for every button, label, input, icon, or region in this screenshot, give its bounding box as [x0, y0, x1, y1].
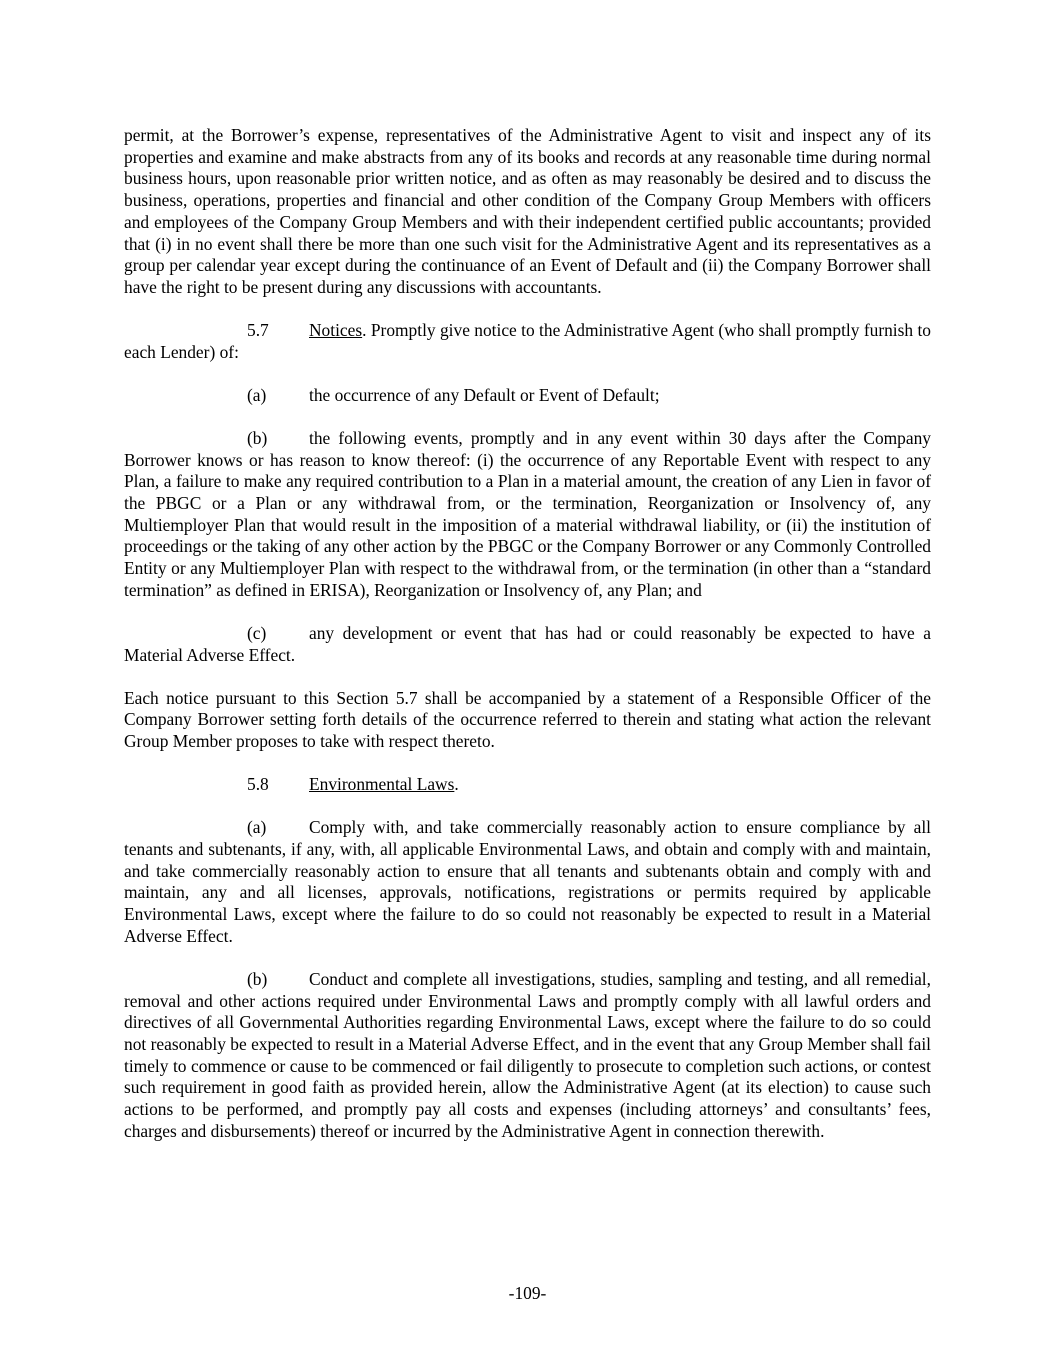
clause-number: (b): [247, 427, 268, 448]
paragraph-continuation: [124, 125, 931, 299]
paragraph-text: Each notice pursuant to this Section 5.7 shall be accompanied by a statement of a Responsible Officer of the Company Borrower setting forth details of the occurrence referred to therein and stating what action the relevant Group Member proposes to take with respect thereto.: [124, 687, 931, 752]
clause-text: the following events, promptly and in any event within 30 days after the Company Borrower knows or has reason to know thereof: (i) the occurrence of any Reportable Event with respect to any Plan, a failure to make any required contribution to a Plan in a material amount, the creation of any Lien in favor of the PBGC or a Plan or any withdrawal from, or the termination, Reorganization or Insolvency of, any Multiemployer Plan that would result in the imposition of a material withdrawal liability, or (ii) the institution of proceedings or the taking of any other action by the PBGC or the Company Borrower or any Commonly Controlled Entity or any Multiemployer Plan with respect to the withdrawal from, or the termination (in other than a “standard termination” as defined in ERISA), Reorganization or Insolvency of, any Plan; and: [124, 427, 931, 600]
clause-number: (a): [247, 384, 267, 405]
clause-text: the occurrence of any Default or Event of Default;: [309, 384, 660, 405]
clause-5-8-b: [124, 969, 931, 1143]
clause-text: Conduct and complete all investigations, studies, sampling and testing, and all remedial, removal and other actions required under Environmental Laws and promptly comply with all lawful orders and directives of all Governmental Authorities regarding Environmental Laws, except where the failure to do so could not reasonably be expected to result in a Material Adverse Effect, and in the event that any Group Member shall fail timely to commence or cause to be commenced or fail diligently to prosecute to completion such actions, or contest such requirement in good faith as provided herein, allow the Administrative Agent (at its election) to cause such actions to be performed, and promptly pay all costs and expenses (including attorneys’ and consultants’ fees, charges and disbursements) thereof or incurred by the Administrative Agent in connection therewith.: [124, 968, 931, 1141]
clause-number: (c): [247, 622, 267, 643]
paragraph-text: permit, at the Borrower’s expense, representatives of the Administrative Agent to visit and inspect any of its properties and examine and make abstracts from any of its books and records at any reasonable time during normal business hours, upon reasonable prior written notice, and as often as may reasonably be desired and to discuss the business, operations, properties and financial and other condition of the Company Group Members with officers and employees of the Company Group Members and with their independent certified public accountants; provided that (i) in no event shall there be more than one such visit for the Administrative Agent and its representatives as a group per calendar year except during the continuance of an Event of Default and (ii) the Company Borrower shall have the right to be present during any discussions with accountants.: [124, 125, 931, 297]
clause-number: (a): [247, 817, 267, 838]
section-heading-period: .: [454, 774, 459, 795]
clause-5-7-c: [124, 623, 931, 666]
clause-5-8-a: [124, 817, 931, 947]
section-heading: Notices: [309, 320, 363, 341]
section-5-7-closing: [124, 688, 931, 753]
section-5-8: [247, 774, 931, 796]
section-5-7: [124, 320, 931, 363]
section-number: 5.8: [247, 774, 269, 795]
clause-text: any development or event that has had or could reasonably be expected to have a Material Adverse Effect.: [124, 622, 931, 665]
document-body: [124, 125, 931, 1164]
section-number: 5.7: [247, 320, 269, 341]
page-number: -109-: [508, 1283, 547, 1303]
clause-5-7-a: [247, 385, 931, 407]
section-heading: Environmental Laws: [309, 774, 455, 795]
clause-number: (b): [247, 968, 268, 989]
clause-5-7-b: [124, 428, 931, 602]
clause-text: Comply with, and take commercially reasonably action to ensure compliance by all tenants and subtenants, if any, with, all applicable Environmental Laws, and obtain and comply with and maintain, and take commercially reasonably action to ensure that all tenants and subtenants obtain and comply with and maintain, any and all licenses, approvals, notifications, registrations or permits required by applicable Environmental Laws, except where the failure to do so could not reasonably be expected to result in a Material Adverse Effect.: [124, 817, 931, 946]
section-text: . Promptly give notice to the Administrative Agent (who shall promptly furnish to each Lender) of:: [124, 320, 931, 362]
